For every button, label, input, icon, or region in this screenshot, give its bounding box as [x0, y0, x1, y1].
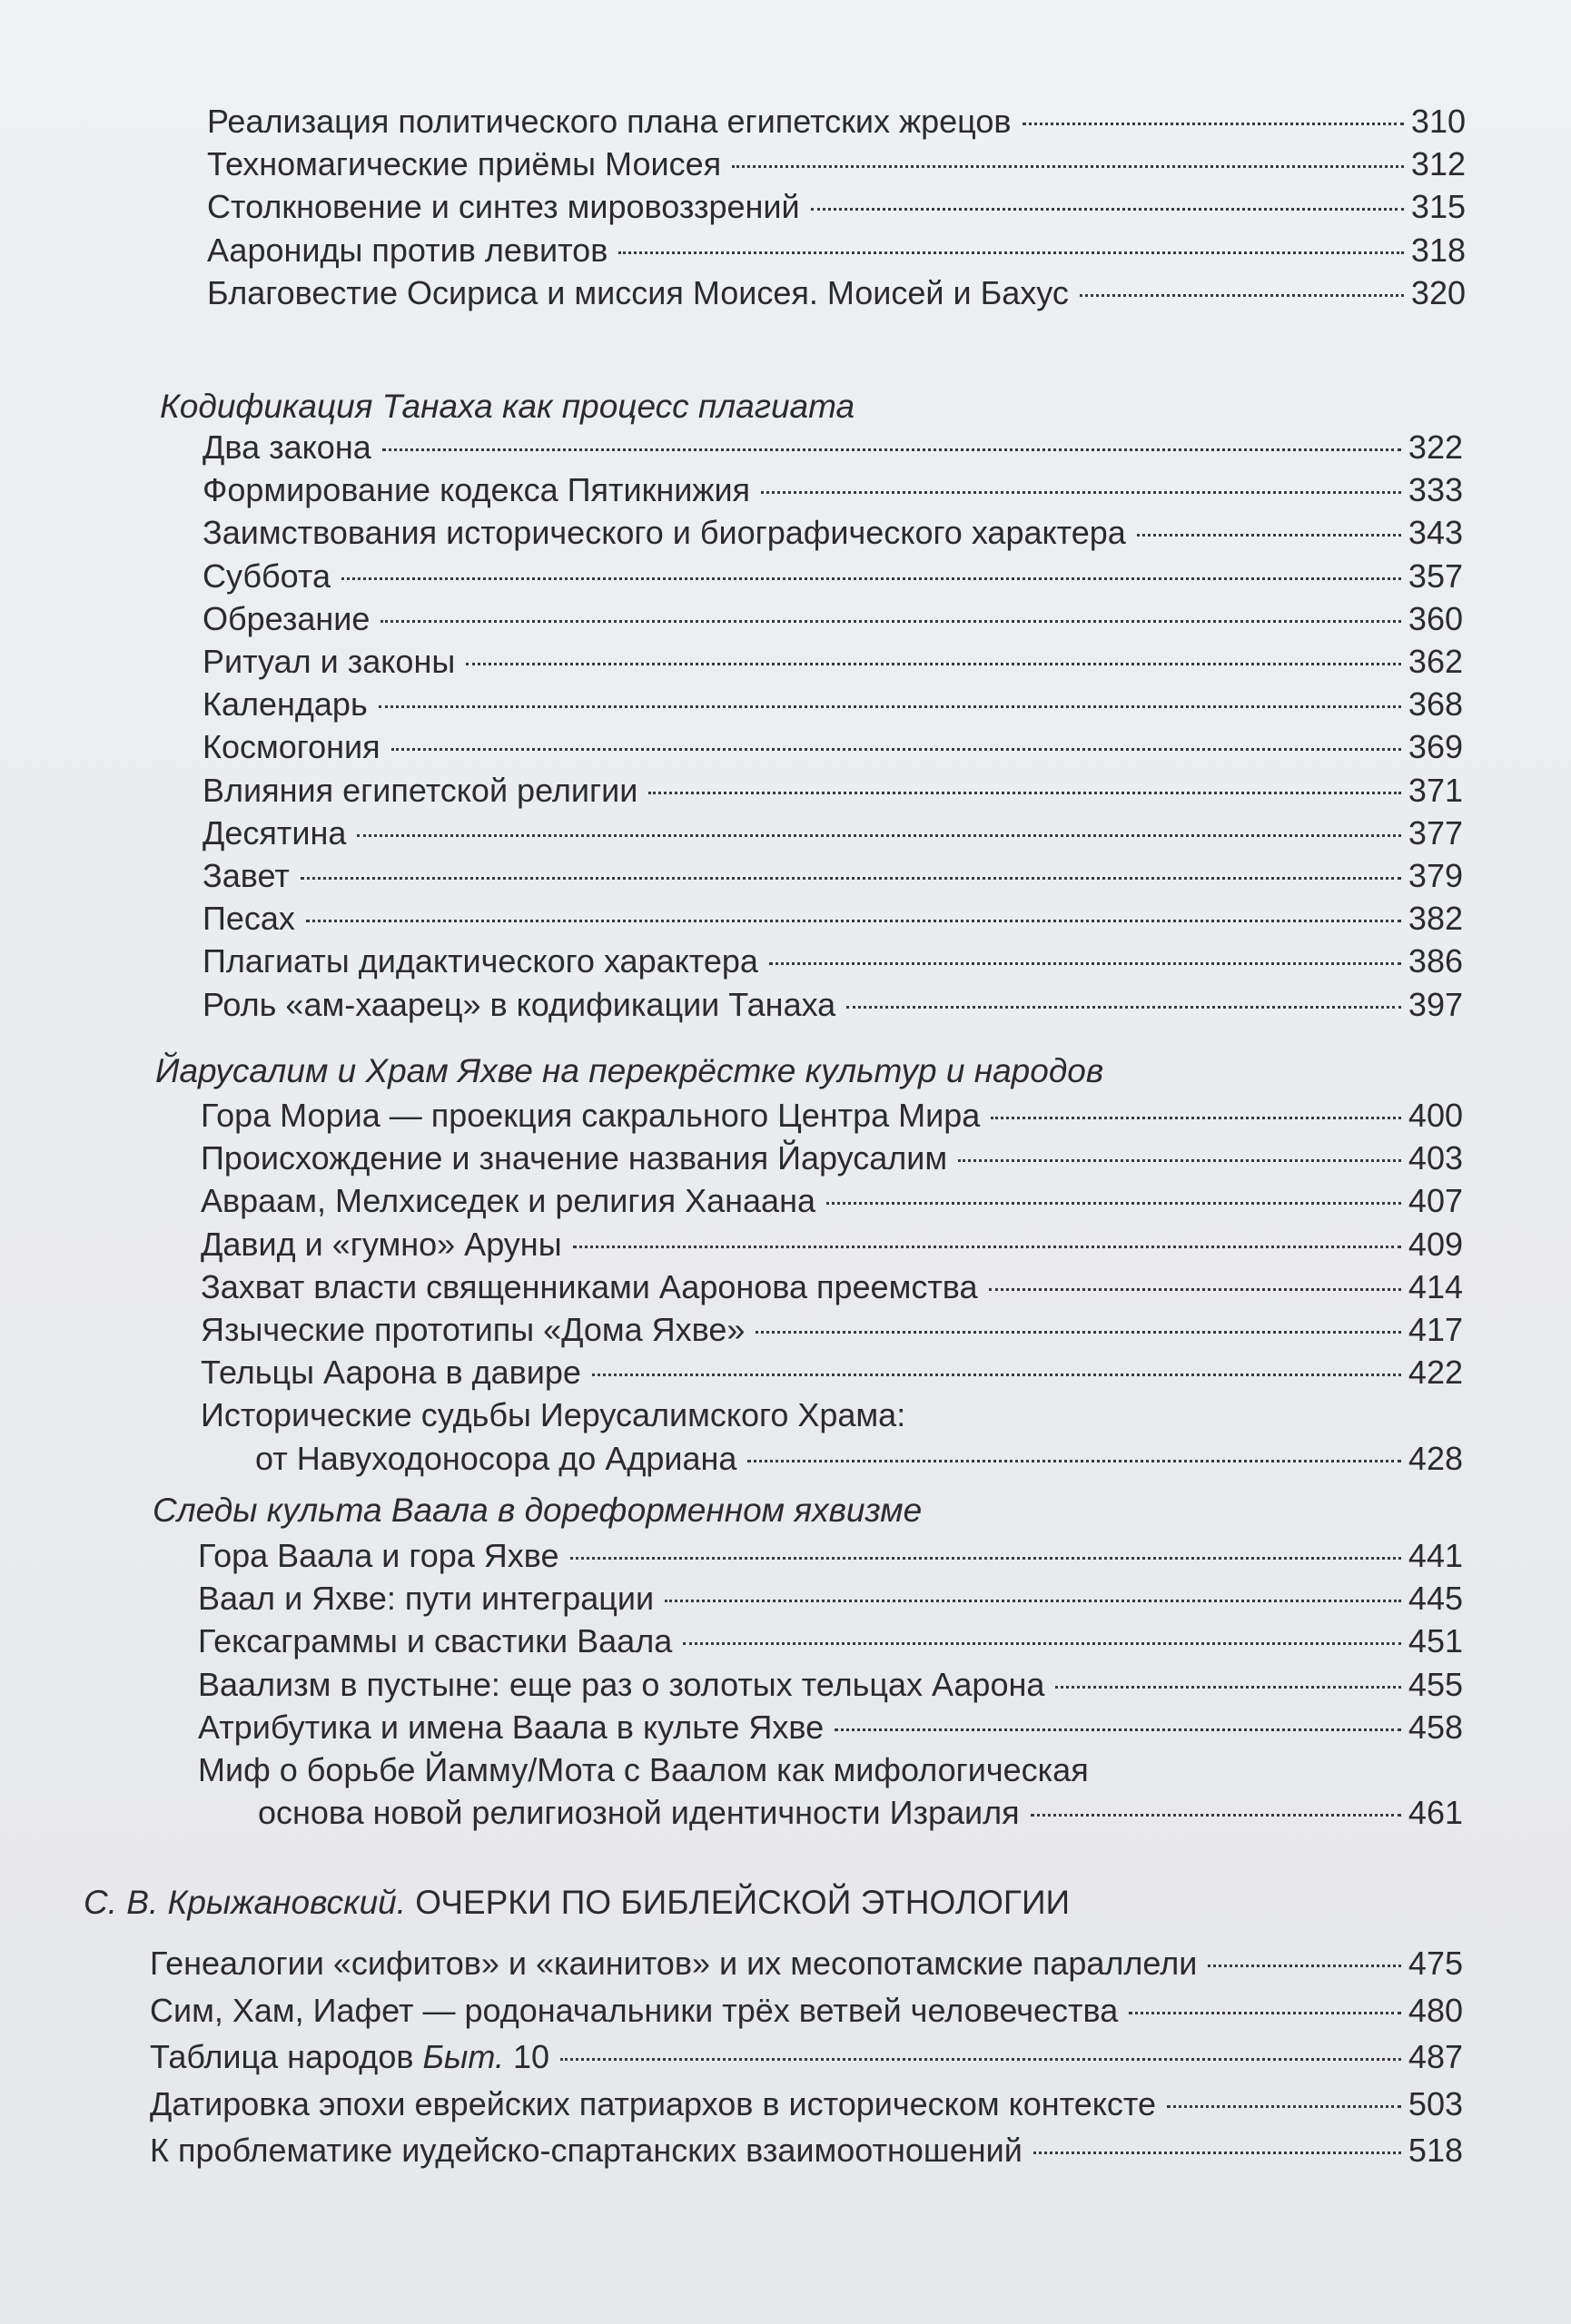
- page-number: 320: [1410, 273, 1466, 311]
- page-number: 503: [1408, 2084, 1463, 2122]
- toc-entry: [201, 1308, 1463, 1351]
- entry-title: Ваализм в пустыне: еще раз о золотых тельцах Аарона: [198, 1665, 1045, 1703]
- entry-title: Давид и «гумно» Аруны: [201, 1225, 562, 1263]
- entry-title: Захват власти священниками Ааронова преемства: [201, 1267, 978, 1305]
- dot-leader: [391, 721, 1401, 751]
- dot-leader: [380, 593, 1401, 623]
- entry-title: Ваал и Яхве: пути интеграции: [198, 1580, 655, 1618]
- entry-title: Атрибутика и имена Ваала в культе Яхве: [198, 1708, 825, 1746]
- toc-entry: [150, 2127, 1463, 2174]
- toc-entry: [203, 983, 1463, 1026]
- dot-leader: [306, 892, 1401, 922]
- dot-leader: [846, 979, 1401, 1009]
- part-author: С. В. Крыжановский.: [84, 1884, 407, 1921]
- page-number: 343: [1408, 514, 1463, 552]
- toc-entry: [203, 555, 1463, 597]
- page-number: 397: [1408, 985, 1463, 1023]
- part-title: ОЧЕРКИ ПО БИБЛЕЙСКОЙ ЭТНОЛОГИИ: [415, 1884, 1071, 1921]
- toc-block-baal: [198, 1534, 1463, 1834]
- page-number: 480: [1408, 1991, 1463, 2029]
- page-number: 441: [1408, 1537, 1463, 1574]
- toc-entry: [150, 2034, 1463, 2081]
- page-number: 475: [1408, 1945, 1463, 1982]
- dot-leader: [648, 764, 1401, 794]
- toc-entry: [207, 271, 1466, 314]
- dot-leader: [732, 138, 1404, 168]
- toc-entry: [203, 683, 1463, 725]
- entry-title: Песах: [203, 900, 295, 938]
- section-heading-jerusalem: Йарусалим и Храм Яхве на перекрёстке культур и народов: [155, 1052, 1104, 1089]
- entry-title: Благовестие Осириса и миссия Моисея. Моисей и Бахус: [207, 273, 1069, 311]
- toc-entry: [203, 812, 1463, 854]
- entry-title: Гексаграммы и свастики Ваала: [198, 1622, 673, 1660]
- toc-entry: [201, 1351, 1463, 1393]
- page-number: 333: [1408, 471, 1463, 509]
- toc-entry: [203, 426, 1463, 468]
- toc-entry: [150, 2081, 1463, 2128]
- dot-leader: [991, 1089, 1401, 1119]
- dot-leader: [573, 1218, 1401, 1248]
- entry-title: Датировка эпохи еврейских патриархов в историческом контексте: [150, 2084, 1157, 2122]
- entry-title: Календарь: [203, 685, 368, 724]
- entry-title-prefix: Таблица народов: [150, 2038, 414, 2075]
- toc-entry: [258, 1791, 1463, 1834]
- entry-title-line1: Миф о борьбе Йамму/Мота с Ваалом как мифологическая: [198, 1751, 1089, 1789]
- toc-entry: [207, 185, 1466, 228]
- page-number: 518: [1408, 2132, 1463, 2169]
- entry-title: Два закона: [203, 428, 371, 466]
- entry-title: Десятина: [203, 813, 347, 852]
- entry-title: Сим, Хам, Иафет — родоначальники трёх ветвей человечества: [150, 1991, 1119, 2029]
- entry-title-line2: от Навуходоносора до Адриана: [255, 1439, 737, 1477]
- entry-title: Обрезание: [203, 599, 371, 637]
- entry-title: Плагиаты дидактического характера: [203, 942, 758, 980]
- page-number: 357: [1408, 556, 1463, 595]
- toc-entry: [207, 229, 1466, 271]
- toc-entry: [203, 897, 1463, 940]
- dot-leader: [341, 550, 1401, 580]
- dot-leader: [665, 1572, 1401, 1602]
- entry-title: Авраам, Мелхиседек и религия Ханаана: [201, 1182, 815, 1220]
- page-number: 414: [1408, 1267, 1463, 1305]
- toc-entry: [198, 1620, 1463, 1662]
- toc-block-jerusalem: [201, 1094, 1463, 1480]
- section-heading-baal: Следы культа Ваала в дореформенном яхвизме: [153, 1492, 923, 1529]
- page-number: 445: [1408, 1580, 1463, 1618]
- toc-entry: [198, 1577, 1463, 1620]
- section-heading-codification: Кодификация Танаха как процесс плагиата: [160, 388, 855, 425]
- part-heading-ethnology: [84, 1881, 1070, 1925]
- page-number: 487: [1408, 2038, 1463, 2075]
- page-number: 409: [1408, 1225, 1463, 1263]
- entry-title: Космогония: [203, 728, 380, 766]
- toc-entry: [203, 597, 1463, 640]
- toc-entry: [203, 725, 1463, 768]
- dot-leader: [835, 1701, 1401, 1731]
- entry-title-line1: Исторические судьбы Иерусалимского Храма:: [201, 1396, 906, 1434]
- page-number: 417: [1408, 1311, 1463, 1349]
- entry-title-chapter: 10: [513, 2038, 550, 2075]
- dot-leader: [761, 464, 1401, 494]
- entry-title: Заимствования исторического и биографического характера: [203, 514, 1126, 552]
- entry-title: Аарониды против левитов: [207, 231, 608, 269]
- toc-entry: [203, 468, 1463, 511]
- toc-entry: [150, 1987, 1463, 2034]
- entry-title: Столкновение и синтез мировоззрений: [207, 188, 800, 226]
- entry-title: Техномагические приёмы Моисея: [207, 145, 722, 183]
- page-number: 451: [1408, 1622, 1463, 1660]
- toc-entry: [198, 1534, 1463, 1577]
- toc-entry: [198, 1706, 1463, 1748]
- dot-leader: [592, 1346, 1401, 1376]
- dot-leader: [1129, 1984, 1401, 2014]
- dot-leader: [379, 678, 1401, 708]
- dot-leader: [1208, 1937, 1401, 1967]
- dot-leader: [301, 850, 1401, 880]
- page-number: 371: [1408, 771, 1463, 809]
- toc-entry: [201, 1179, 1463, 1222]
- page-number: 322: [1408, 428, 1463, 466]
- toc-block-ethnology: [150, 1940, 1463, 2174]
- toc-entry: [203, 511, 1463, 554]
- dot-leader: [560, 2031, 1401, 2061]
- entry-title: Формирование кодекса Пятикнижия: [203, 471, 751, 509]
- dot-leader: [1080, 267, 1404, 297]
- toc-block-codification: [203, 426, 1463, 1026]
- dot-leader: [1055, 1659, 1401, 1689]
- page-number: 362: [1408, 643, 1463, 681]
- entry-title: К проблематике иудейско-спартанских взаимоотношений: [150, 2132, 1023, 2169]
- entry-title: Суббота: [203, 556, 331, 595]
- page-number: 360: [1408, 599, 1463, 637]
- entry-title: Языческие прототипы «Дома Яхве»: [201, 1311, 746, 1349]
- entry-title: Гора Мориа — проекция сакрального Центра Мира: [201, 1097, 981, 1134]
- toc-entry: [203, 940, 1463, 982]
- toc-entry: [201, 1265, 1463, 1308]
- entry-title: Происхождение и значение названия Йарусалим: [201, 1139, 948, 1177]
- dot-leader: [989, 1261, 1401, 1291]
- toc-entry: [203, 640, 1463, 683]
- page-number: 379: [1408, 857, 1463, 895]
- dot-leader: [382, 421, 1401, 451]
- entry-title: Тельцы Аарона в давире: [201, 1354, 581, 1392]
- toc-entry: [201, 1137, 1463, 1179]
- dot-leader: [1137, 507, 1401, 537]
- toc-block-moses: [207, 100, 1466, 314]
- dot-leader: [570, 1530, 1401, 1560]
- dot-leader: [1033, 2124, 1401, 2154]
- entry-title: Гора Ваала и гора Яхве: [198, 1537, 559, 1574]
- dot-leader: [1031, 1787, 1401, 1817]
- toc-entry: [201, 1223, 1463, 1265]
- page-number: 318: [1410, 231, 1466, 269]
- entry-title: Реализация политического плана египетских жрецов: [207, 103, 1012, 140]
- entry-title: Роль «ам-хаарец» в кодификации Танаха: [203, 985, 836, 1023]
- dot-leader: [466, 635, 1401, 665]
- dot-leader: [618, 224, 1404, 254]
- dot-leader: [826, 1175, 1401, 1205]
- dot-leader: [747, 1433, 1401, 1462]
- entry-title: Завет: [203, 857, 290, 895]
- dot-leader: [1167, 2078, 1401, 2108]
- entry-title-line2: основа новой религиозной идентичности Израиля: [258, 1794, 1020, 1832]
- page-number: 403: [1408, 1139, 1463, 1177]
- page-number: 315: [1410, 188, 1466, 226]
- toc-entry: [198, 1663, 1463, 1706]
- dot-leader: [756, 1304, 1400, 1334]
- page-number: 458: [1408, 1708, 1463, 1746]
- page-number: 382: [1408, 900, 1463, 938]
- page-number: 400: [1408, 1097, 1463, 1134]
- entry-title: Ритуал и законы: [203, 643, 456, 681]
- dot-leader: [958, 1132, 1401, 1162]
- entry-title: [150, 2034, 549, 2081]
- toc-entry: [201, 1094, 1463, 1137]
- page-number: 310: [1410, 103, 1466, 140]
- toc-entry: [203, 769, 1463, 812]
- dot-leader: [357, 807, 1401, 837]
- page-number: 312: [1410, 145, 1466, 183]
- entry-title: Влияния египетской религии: [203, 771, 638, 809]
- toc-entry: [150, 1940, 1463, 1987]
- page-number: 407: [1408, 1182, 1463, 1220]
- page-number: 368: [1408, 685, 1463, 724]
- entry-title-book: Быт.: [422, 2038, 504, 2075]
- dot-leader: [811, 181, 1404, 211]
- page-number: 386: [1408, 942, 1463, 980]
- page-number: 428: [1408, 1439, 1463, 1477]
- entry-title: Генеалогии «сифитов» и «каинитов» и их месопотамские параллели: [150, 1945, 1198, 1982]
- page-number: 369: [1408, 728, 1463, 766]
- toc-entry: [207, 143, 1466, 185]
- page-number: 461: [1408, 1794, 1463, 1832]
- dot-leader: [1023, 95, 1404, 125]
- toc-entry: [207, 100, 1466, 143]
- page-number: 377: [1408, 813, 1463, 852]
- toc-entry: [255, 1437, 1463, 1480]
- toc-entry: [203, 854, 1463, 897]
- dot-leader: [683, 1615, 1401, 1645]
- page-number: 422: [1408, 1354, 1463, 1392]
- dot-leader: [769, 935, 1401, 965]
- page-number: 455: [1408, 1665, 1463, 1703]
